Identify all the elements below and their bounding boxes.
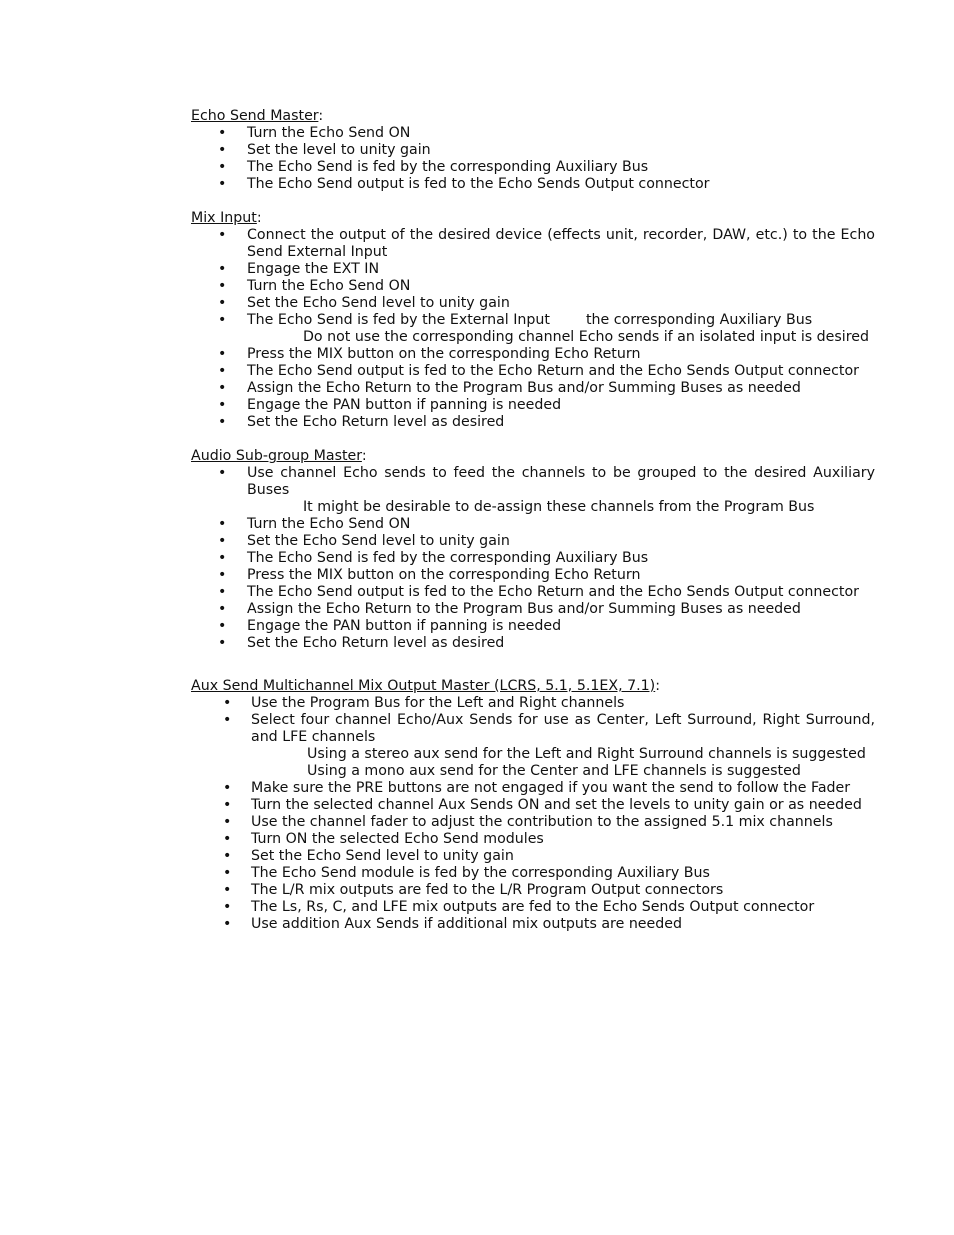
bullet-icon: • <box>218 159 227 175</box>
bullet-icon: • <box>218 516 227 532</box>
bullet-icon: • <box>218 295 227 311</box>
list-item-text: The Echo Send output is fed to the Echo Sends Output connector <box>247 176 710 192</box>
list-item-text: the corresponding Auxiliary Bus <box>585 312 813 328</box>
bullet-icon: • <box>218 142 227 158</box>
section <box>191 678 875 933</box>
bullet-icon: • <box>218 397 227 413</box>
list-item-note: Do not use the corresponding channel Echo sends if an isolated input is desired <box>303 329 869 345</box>
bullet-icon: • <box>218 465 227 481</box>
bullet-icon: • <box>223 712 232 728</box>
section-heading <box>191 678 875 695</box>
bullet-icon: • <box>223 916 232 932</box>
list-item <box>191 159 875 176</box>
list-item <box>191 712 875 746</box>
section-heading <box>191 108 875 125</box>
list-item <box>191 397 875 414</box>
list-item <box>191 865 875 882</box>
list-item-text: Assign the Echo Return to the Program Bus and/or Summing Buses as needed <box>247 601 801 617</box>
list-item <box>191 814 875 831</box>
list-item <box>191 516 875 533</box>
bullet-icon: • <box>218 618 227 634</box>
list-item-text: Set the Echo Return level as desired <box>247 635 505 651</box>
list-item-text: Make sure the PRE buttons are not engaged if you want the send to follow the Fader <box>251 780 851 796</box>
list-item-text: Turn the Echo Send ON <box>247 278 411 294</box>
list-item-text: Set the Echo Return level as desired <box>247 414 505 430</box>
list-item <box>191 346 875 363</box>
list-item <box>191 533 875 550</box>
heading-colon: : <box>256 210 262 226</box>
list-item-text: Connect the output of the desired device (effects unit, recorder, DAW, etc.) to the Echo Send External Input <box>247 227 875 260</box>
list-item-text: Set the Echo Send level to unity gain <box>251 848 514 864</box>
document-page <box>191 108 875 950</box>
bullet-icon: • <box>218 176 227 192</box>
list-item <box>191 797 875 814</box>
bullet-icon: • <box>223 899 232 915</box>
list-item <box>191 312 875 329</box>
list-item <box>191 176 875 193</box>
list-item <box>191 550 875 567</box>
section <box>191 210 875 431</box>
bullet-icon: • <box>218 312 227 328</box>
list-item <box>191 584 875 601</box>
list-item-text: The Echo Send module is fed by the corresponding Auxiliary Bus <box>251 865 710 881</box>
list-item <box>191 831 875 848</box>
list-item-text: Turn the Echo Send ON <box>247 516 411 532</box>
list-item-text: The Echo Send output is fed to the Echo Return and the Echo Sends Output connector <box>247 363 859 379</box>
bullet-icon: • <box>218 261 227 277</box>
list-item <box>191 278 875 295</box>
section-heading <box>191 448 875 465</box>
list-item <box>191 414 875 431</box>
bullet-icon: • <box>223 848 232 864</box>
list-item <box>191 899 875 916</box>
list-item <box>191 295 875 312</box>
bullet-icon: • <box>223 780 232 796</box>
list-item <box>191 142 875 159</box>
list-item-text: Press the MIX button on the corresponding Echo Return <box>247 567 641 583</box>
list-item-text: The Echo Send is fed by the corresponding Auxiliary Bus <box>247 159 649 175</box>
list-item <box>191 261 875 278</box>
list-item-text: Turn the Echo Send ON <box>247 125 411 141</box>
list-item <box>191 380 875 397</box>
bullet-icon: • <box>218 584 227 600</box>
list-item-note: Using a mono aux send for the Center and LFE channels is suggested <box>307 763 801 779</box>
bullet-icon: • <box>223 797 232 813</box>
bullet-list <box>191 465 875 652</box>
section <box>191 448 875 652</box>
bullet-icon: • <box>218 550 227 566</box>
bullet-icon: • <box>223 865 232 881</box>
list-item-text: Set the level to unity gain <box>247 142 431 158</box>
bullet-icon: • <box>218 227 227 243</box>
list-item-text: Use channel Echo sends to feed the channels to be grouped to the desired Auxiliary Buses <box>247 465 875 498</box>
list-item-text: The Echo Send is fed by the External Input <box>247 312 550 328</box>
list-item <box>191 601 875 618</box>
bullet-icon: • <box>218 601 227 617</box>
bullet-icon: • <box>223 831 232 847</box>
section-title: Aux Send Multichannel Mix Output Master (LCRS, 5.1, 5.1EX, 7.1) <box>191 678 656 694</box>
list-item <box>191 695 875 712</box>
list-item-text: Turn ON the selected Echo Send modules <box>251 831 544 847</box>
section-title: Mix Input <box>191 210 257 226</box>
list-item <box>191 465 875 499</box>
list-item-text: Use addition Aux Sends if additional mix outputs are needed <box>251 916 683 932</box>
bullet-icon: • <box>218 533 227 549</box>
section <box>191 108 875 193</box>
list-item-text: The Echo Send output is fed to the Echo Return and the Echo Sends Output connector <box>247 584 859 600</box>
list-item-text: The L/R mix outputs are fed to the L/R Program Output connectors <box>251 882 724 898</box>
list-item <box>191 848 875 865</box>
bullet-icon: • <box>218 278 227 294</box>
list-item-text: Set the Echo Send level to unity gain <box>247 295 510 311</box>
list-item-text: Set the Echo Send level to unity gain <box>247 533 510 549</box>
bullet-icon: • <box>218 125 227 141</box>
list-item <box>191 618 875 635</box>
list-item <box>191 882 875 899</box>
list-item-text: Engage the EXT IN <box>247 261 380 277</box>
list-item-text: Turn the selected channel Aux Sends ON and set the levels to unity gain or as needed <box>251 797 862 813</box>
list-item-text: Press the MIX button on the corresponding Echo Return <box>247 346 641 362</box>
list-item <box>191 363 875 380</box>
bullet-icon: • <box>218 567 227 583</box>
bullet-icon: • <box>223 882 232 898</box>
list-item <box>191 635 875 652</box>
bullet-list <box>191 695 875 933</box>
list-item-text: Use the channel fader to adjust the contribution to the assigned 5.1 mix channels <box>251 814 833 830</box>
section-title: Audio Sub-group Master <box>191 448 362 464</box>
bullet-icon: • <box>223 814 232 830</box>
list-item <box>191 780 875 797</box>
list-item-text: Engage the PAN button if panning is needed <box>247 397 562 413</box>
list-item-text: Assign the Echo Return to the Program Bus and/or Summing Buses as needed <box>247 380 801 396</box>
bullet-icon: • <box>218 346 227 362</box>
heading-colon: : <box>655 678 660 694</box>
bullet-icon: • <box>218 363 227 379</box>
heading-colon: : <box>361 448 367 464</box>
list-item <box>191 916 875 933</box>
list-item-text: The Ls, Rs, C, and LFE mix outputs are fed to the Echo Sends Output connector <box>251 899 815 915</box>
bullet-icon: • <box>218 414 227 430</box>
list-item-text: Select four channel Echo/Aux Sends for use as Center, Left Surround, Right Surround, and LFE channels <box>251 712 875 745</box>
list-item-text: Use the Program Bus for the Left and Right channels <box>251 695 625 711</box>
list-item-note: Using a stereo aux send for the Left and Right Surround channels is suggested <box>307 746 866 762</box>
list-item <box>191 227 875 261</box>
section-heading <box>191 210 875 227</box>
list-item-note: It might be desirable to de-assign these channels from the Program Bus <box>303 499 815 515</box>
bullet-icon: • <box>218 380 227 396</box>
list-item <box>191 567 875 584</box>
bullet-list <box>191 227 875 431</box>
bullet-icon: • <box>223 695 232 711</box>
bullet-icon: • <box>218 635 227 651</box>
list-item-text: Engage the PAN button if panning is needed <box>247 618 562 634</box>
bullet-list <box>191 125 875 193</box>
list-item <box>191 125 875 142</box>
heading-colon: : <box>318 108 324 124</box>
section-title: Echo Send Master <box>191 108 319 124</box>
list-item-text: The Echo Send is fed by the corresponding Auxiliary Bus <box>247 550 649 566</box>
